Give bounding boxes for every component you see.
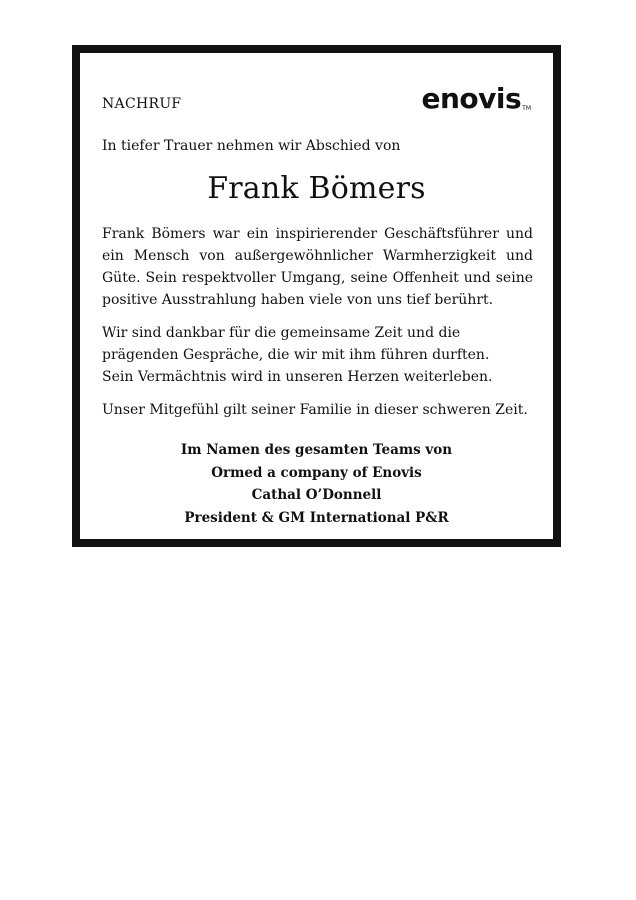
logo-wordmark: enovis bbox=[421, 82, 522, 115]
paragraph-line: Wir sind dankbar für die gemeinsame Zeit und die prägenden Gespräche, die wir mit ihm führen durften. bbox=[102, 325, 490, 363]
paragraph-line: Frank Bömers war ein inspirierender Geschäftsführer und ein Mensch von außergewöhnlicher Warmherzigkeit und Güte. Sein respektvoller Umgang, seine Offenheit und seine positive Ausstrahlung haben viele von uns tief berührt. bbox=[102, 226, 533, 308]
notice-body bbox=[102, 223, 533, 432]
paragraph-tribute bbox=[102, 223, 533, 311]
notice-kicker: NACHRUF bbox=[102, 96, 182, 112]
signature-block bbox=[80, 439, 553, 529]
signature-line-company: Ormed a company of Enovis bbox=[211, 464, 422, 481]
paragraph-gratitude bbox=[102, 322, 533, 388]
paragraph-condolence bbox=[102, 399, 533, 421]
obituary-notice bbox=[72, 45, 561, 547]
notice-header bbox=[102, 81, 531, 121]
signature-line-team: Im Namen des gesamten Teams von bbox=[180, 442, 453, 458]
paragraph-line: Unser Mitgefühl gilt seiner Familie in dieser schweren Zeit. bbox=[102, 402, 528, 418]
paragraph-line: Sein Vermächtnis wird in unseren Herzen weiterleben. bbox=[102, 369, 493, 385]
intro-line: In tiefer Trauer nehmen wir Abschied von bbox=[102, 138, 401, 154]
logo-trademark: TM bbox=[522, 105, 531, 112]
signature-line-signer: Cathal O’Donnell bbox=[251, 487, 382, 503]
deceased-name: Frank Bömers bbox=[207, 171, 426, 206]
enovis-logo bbox=[421, 82, 531, 115]
signature-line-title: President & GM International P&R bbox=[184, 509, 449, 526]
